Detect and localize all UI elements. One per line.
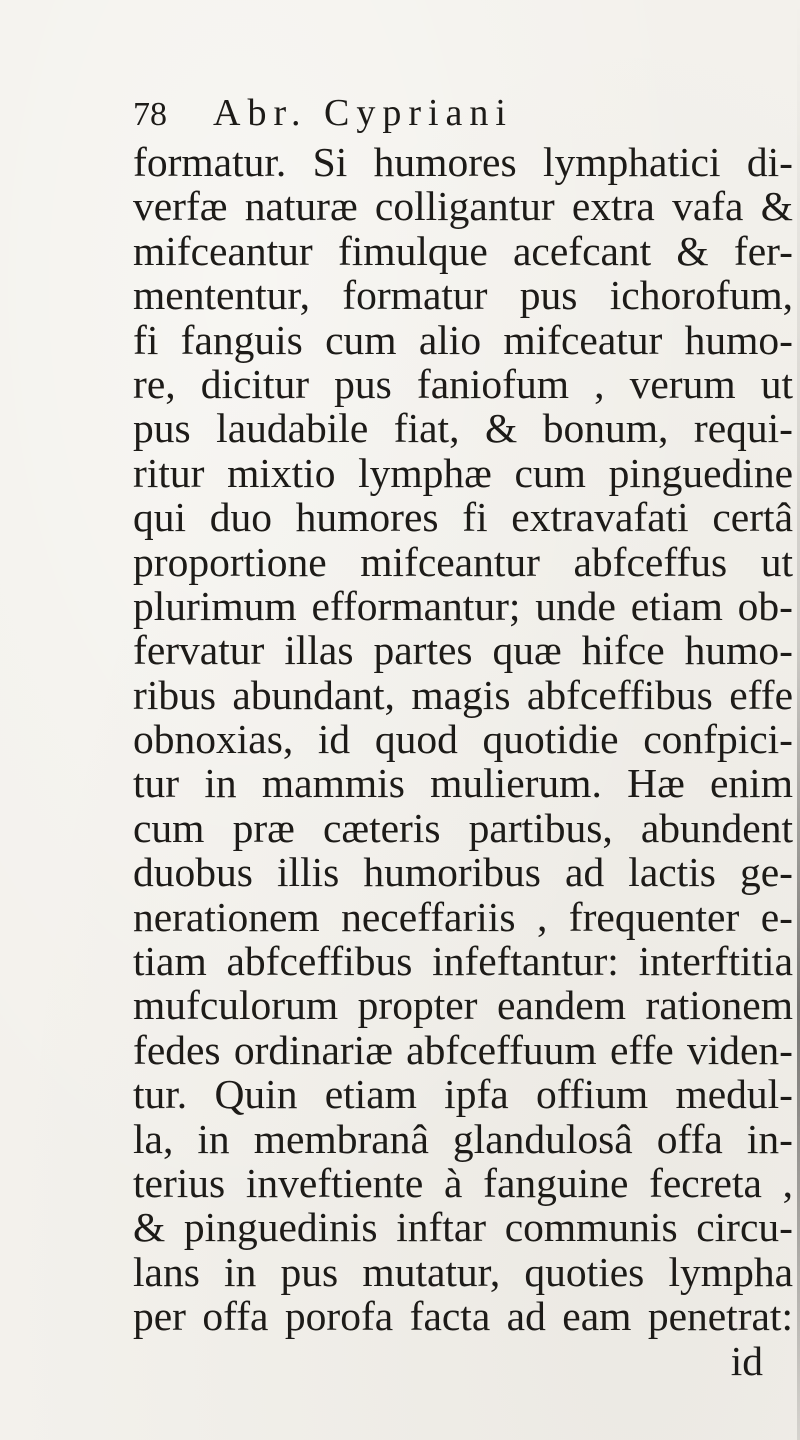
text-line: re, dicitur pus faniofum , verum ut [133,360,793,407]
text-line: fi fanguis cum alio mifceatur humo- [133,316,793,363]
text-line: fedes ordinariæ abfceffuum effe viden- [133,1026,793,1073]
text-line: la, in membranâ glandulosâ offa in- [133,1115,793,1162]
text-line: obnoxias, id quod quotidie confpici- [133,716,793,763]
text-line: tiam abfceffibus infeftantur: interftitia [133,938,793,985]
page-number: 78 [133,96,167,133]
running-head: Abr. Cypriani [213,92,513,134]
text-line: terius inveftiente à fanguine fecreta , [133,1159,793,1206]
text-line: formatur. Si humores lymphatici di- [133,139,793,185]
catchword: id [730,1337,763,1384]
text-line: mententur, formatur pus ichorofum, [133,272,793,319]
text-line: tur in mammis mulierum. Hæ enim [133,760,793,807]
text-line: pus laudabile fiat, & bonum, requi- [133,405,793,452]
text-line: fervatur illas partes quæ hifce humo- [133,627,793,674]
text-line: nerationem neceffariis , frequenter e- [133,893,793,940]
text-line: mifceantur fimulque acefcant & fer- [133,227,793,274]
text-line: cum præ cæteris partibus, abundent [133,804,793,851]
body-text [133,140,793,1383]
text-line: mufculorum propter eandem rationem [133,982,793,1029]
text-line: ritur mixtio lymphæ cum pinguedine [133,449,793,496]
text-line: duobus illis humoribus ad lactis ge- [133,849,793,896]
text-line: tur. Quin etiam ipfa offium medul- [133,1071,793,1118]
text-line: & pinguedinis inftar communis circu- [133,1204,793,1251]
text-line: qui duo humores fi extravafati certâ [133,494,793,541]
text-line: lans in pus mutatur, quoties lympha [133,1248,793,1295]
page-header [133,86,693,138]
text-line: proportione mifceantur abfceffus ut [133,538,793,585]
text-line: per offa porofa facta ad eam penetrat: [133,1293,793,1340]
text-line: plurimum efformantur; unde etiam ob- [133,582,793,629]
text-line: ribus abundant, magis abfceffibus effe [133,671,793,718]
text-line: verfæ naturæ colligantur extra vafa & [133,183,793,230]
